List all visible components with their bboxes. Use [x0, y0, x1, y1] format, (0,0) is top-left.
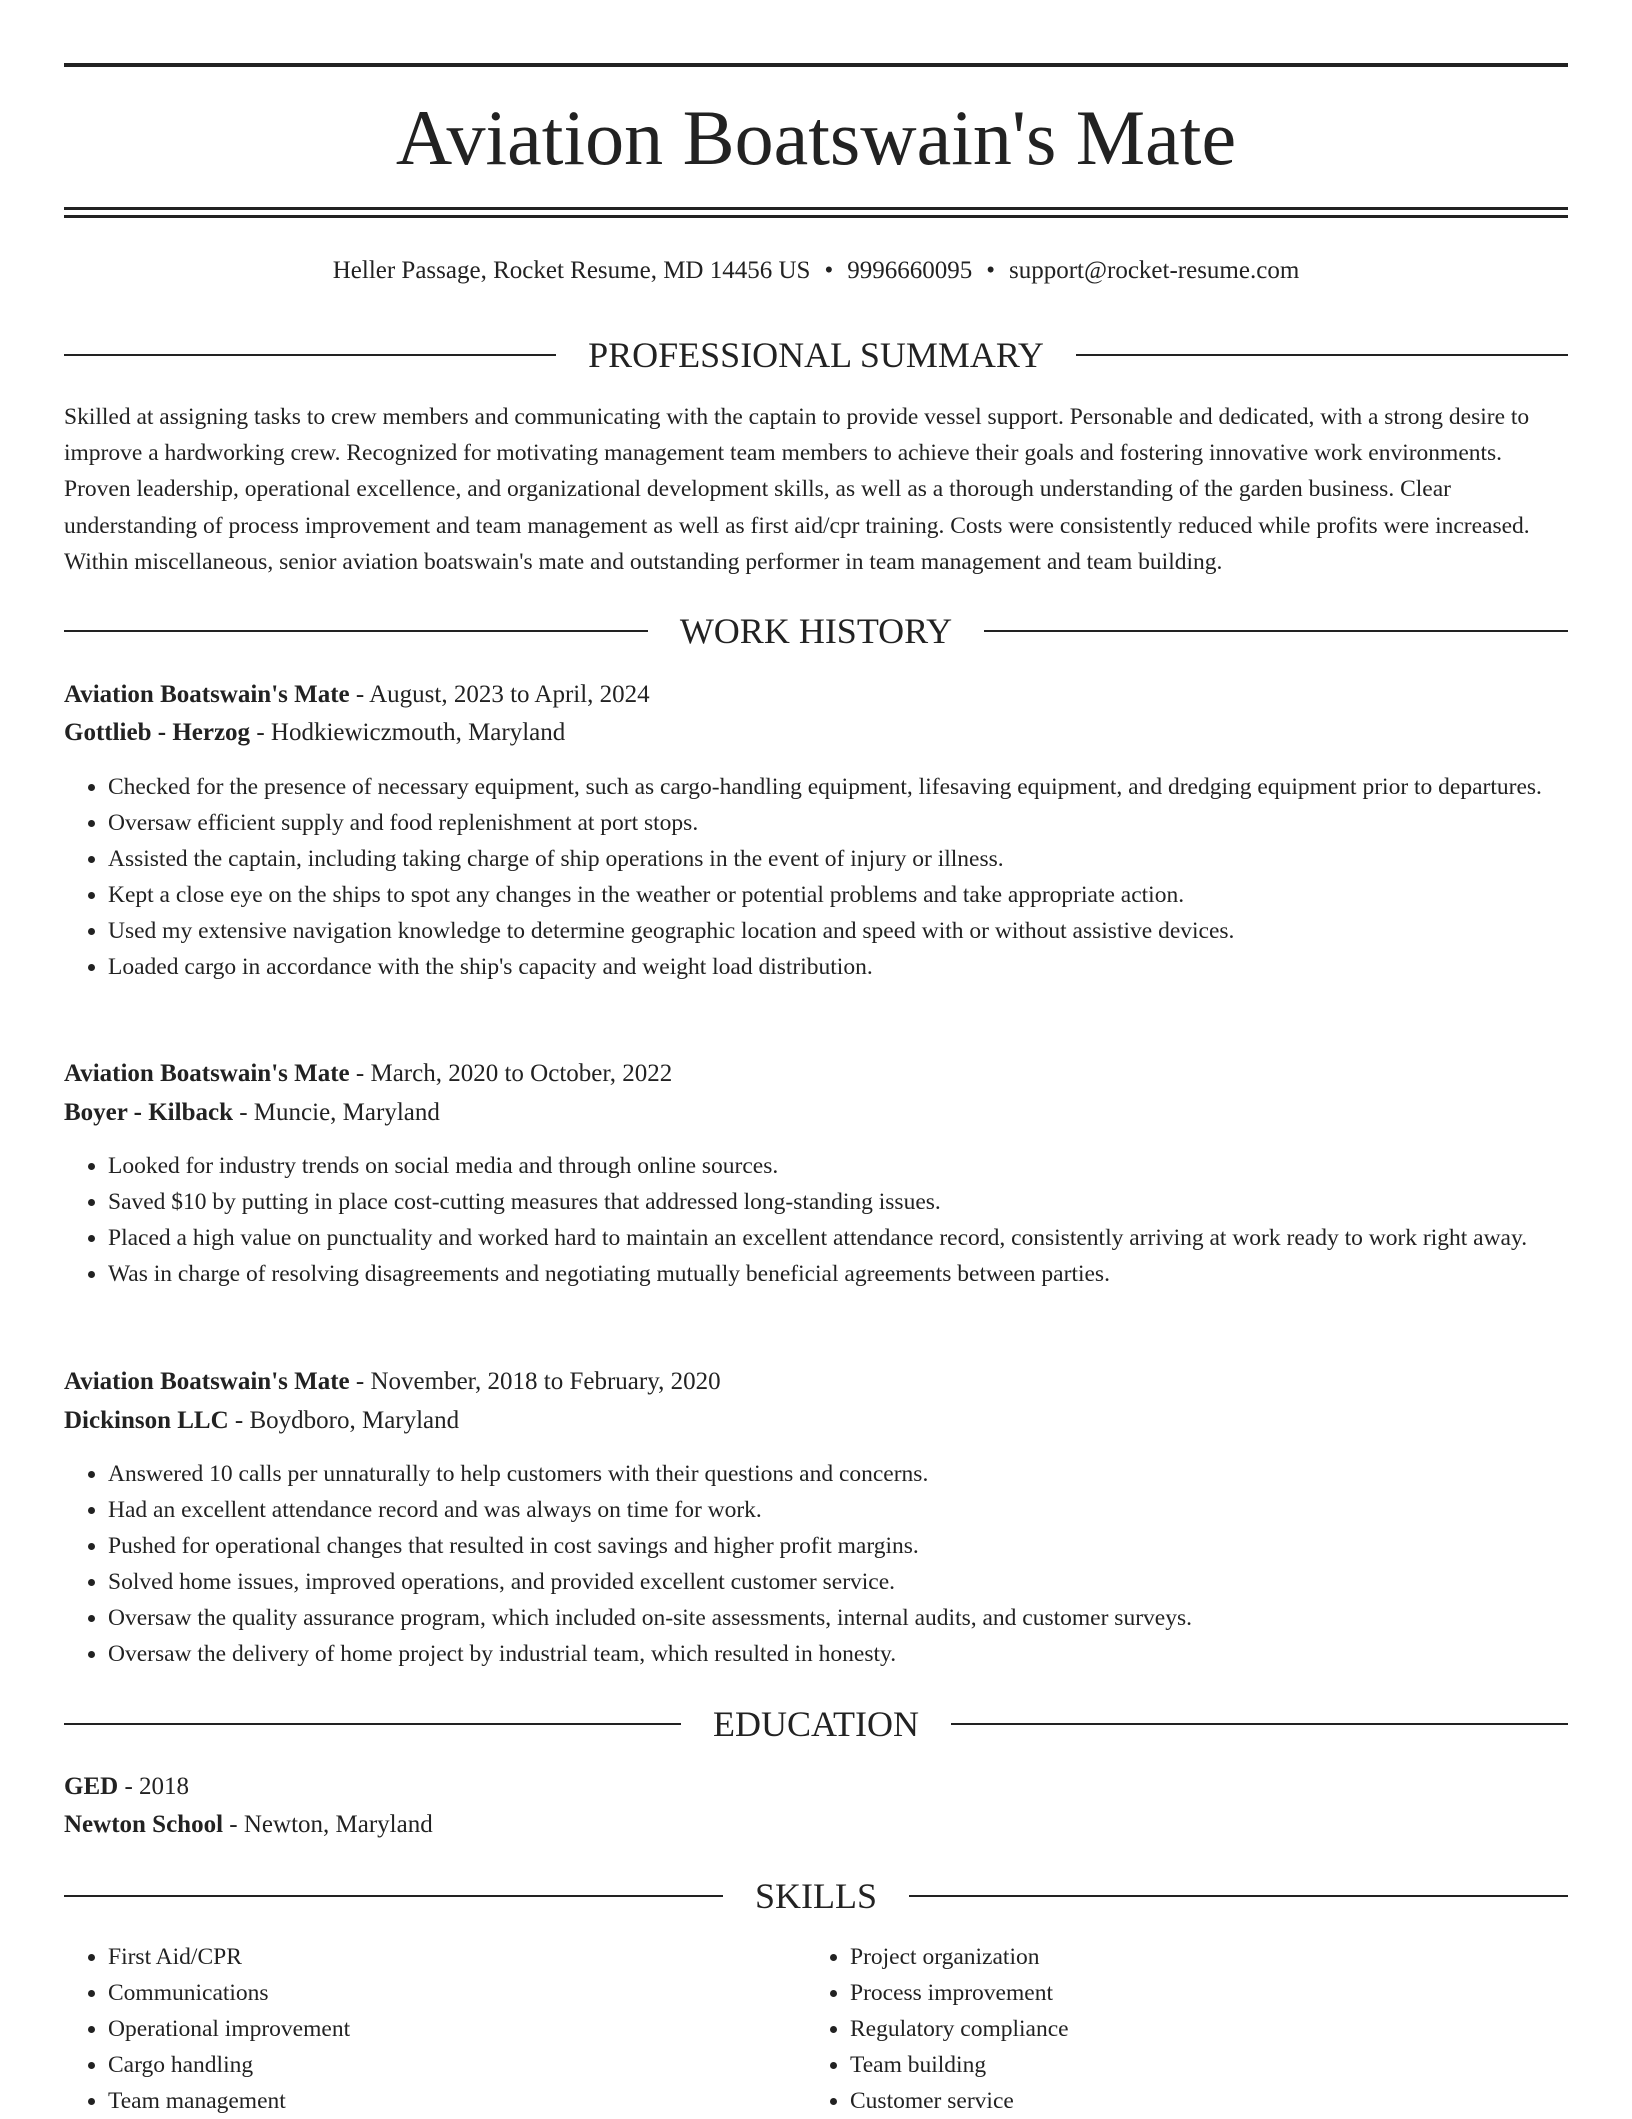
heading-rule-right	[1076, 354, 1568, 356]
section-title: WORK HISTORY	[679, 611, 953, 651]
list-item: • Was in charge of resolving disagreements and negotiating mutually beneficial agreements between parties.	[108, 1256, 1612, 1292]
job-title-line	[64, 1364, 1568, 1400]
job-location: - Hodkiewiczmouth, Maryland	[250, 719, 566, 746]
job-company-line	[64, 1095, 1568, 1131]
section-title: SKILLS	[755, 1876, 878, 1916]
list-item: • Checked for the presence of necessary equipment, such as cargo-handling equipment, lifesaving equipment, and dredging equipment prior to departures.	[108, 769, 1612, 805]
job-title-line	[64, 1056, 1568, 1092]
heading-rule-left	[64, 354, 556, 356]
skill-item: • Operational improvement	[108, 2011, 808, 2047]
job-title: Aviation Boatswain's Mate	[64, 681, 350, 708]
skill-item: • Team building	[850, 2047, 1550, 2083]
skill-item: • Team management	[108, 2083, 808, 2119]
resume-title: Aviation Boatswain's Mate	[395, 94, 1237, 181]
job-title: Aviation Boatswain's Mate	[64, 1368, 350, 1395]
job-dates: - August, 2023 to April, 2024	[349, 681, 650, 708]
job-bullets	[64, 769, 1612, 985]
list-item: • Solved home issues, improved operations, and provided excellent customer service.	[108, 1564, 1612, 1600]
contact-separator: •	[824, 257, 834, 284]
job-company-line	[64, 1403, 1568, 1439]
list-item: • Oversaw the delivery of home project by industrial team, which resulted in honesty.	[108, 1636, 1612, 1672]
list-item: • Placed a high value on punctuality and worked hard to maintain an excellent attendance record, consistently arriving at work ready to work right away.	[108, 1220, 1612, 1256]
list-item: • Oversaw efficient supply and food replenishment at port stops.	[108, 805, 1612, 841]
contact-email: support@rocket-resume.com	[1008, 257, 1300, 284]
job-company-line	[64, 715, 1568, 751]
section-title: EDUCATION	[713, 1704, 919, 1744]
skill-item: • Customer service	[850, 2083, 1550, 2119]
education-school: Newton School	[64, 1811, 224, 1838]
heading-rule-right	[984, 630, 1568, 632]
list-item: • Looked for industry trends on social media and through online sources.	[108, 1148, 1612, 1184]
summary-text: Skilled at assigning tasks to crew members and communicating with the captain to provide vessel support. Personable and dedicated, with a strong desire to improve a hardworking crew. Recognized for motivating management team members to achieve their goals and fostering innovative work environments. Proven leadership, operational excellence, and organizational development skills, as well as a thorough understanding of the garden business. Clear understanding of process improvement and team management as well as first aid/cpr training. Costs were consistently reduced while profits were increased. Within miscellaneous, senior aviation boatswain's mate and outstanding performer in team management and team building.	[64, 404, 1530, 575]
contact-line	[64, 253, 1568, 289]
contact-separator: •	[986, 257, 995, 284]
job-title: Aviation Boatswain's Mate	[64, 1060, 350, 1087]
heading-rule-right	[909, 1895, 1568, 1897]
heading-rule-left	[64, 1723, 681, 1725]
heading-rule-right	[951, 1723, 1568, 1725]
job-bullets	[64, 1456, 1612, 1672]
job-dates: - November, 2018 to February, 2020	[349, 1368, 721, 1395]
work-history-heading	[64, 607, 1568, 655]
list-item: • Saved $10 by putting in place cost-cutting measures that addressed long-standing issues.	[108, 1184, 1612, 1220]
education-heading	[64, 1700, 1568, 1748]
list-item: • Pushed for operational changes that resulted in cost savings and higher profit margins.	[108, 1528, 1612, 1564]
skills-list-left	[64, 1939, 808, 2119]
skill-item: • Cargo handling	[108, 2047, 808, 2083]
heading-rule-left	[64, 1895, 723, 1897]
education-degree-line	[64, 1769, 1568, 1805]
section-title: PROFESSIONAL SUMMARY	[588, 335, 1044, 375]
job-company: Gottlieb - Herzog	[64, 719, 251, 746]
skill-item: • First Aid/CPR	[108, 1939, 808, 1975]
skill-item: • Regulatory compliance	[850, 2011, 1550, 2047]
heading-rule-left	[64, 630, 648, 632]
education-year: - 2018	[118, 1773, 190, 1800]
job-bullets	[64, 1148, 1612, 1292]
skill-item: • Project organization	[850, 1939, 1550, 1975]
list-item: • Kept a close eye on the ships to spot any changes in the weather or potential problems and take appropriate action.	[108, 877, 1612, 913]
title-rule-lower	[64, 215, 1568, 218]
education-school-line	[64, 1807, 1568, 1843]
skill-item: • Communications	[108, 1975, 808, 2011]
summary-heading	[64, 331, 1568, 379]
job-title-line	[64, 677, 1568, 713]
contact-address: Heller Passage, Rocket Resume, MD 14456 US	[332, 257, 811, 284]
skills-heading	[64, 1872, 1568, 1920]
job-company: Boyer - Kilback	[64, 1099, 233, 1126]
job-dates: - March, 2020 to October, 2022	[349, 1060, 673, 1087]
job-company: Dickinson LLC	[64, 1407, 229, 1434]
contact-phone: 9996660095	[847, 257, 973, 284]
skill-item: • Process improvement	[850, 1975, 1550, 2011]
job-location: - Boydboro, Maryland	[228, 1407, 460, 1434]
education-degree: GED	[64, 1773, 119, 1800]
title-rule-upper	[64, 207, 1568, 210]
skills-list-right	[806, 1939, 1550, 2119]
list-item: • Used my extensive navigation knowledge to determine geographic location and speed with or without assistive devices.	[108, 913, 1612, 949]
list-item: • Assisted the captain, including taking charge of ship operations in the event of injury or illness.	[108, 841, 1612, 877]
list-item: • Oversaw the quality assurance program, which included on-site assessments, internal audits, and customer surveys.	[108, 1600, 1612, 1636]
top-rule	[64, 63, 1568, 67]
education-location: - Newton, Maryland	[223, 1811, 433, 1838]
list-item: • Answered 10 calls per unnaturally to help customers with their questions and concerns.	[108, 1456, 1612, 1492]
list-item: • Loaded cargo in accordance with the ship's capacity and weight load distribution.	[108, 949, 1612, 985]
job-location: - Muncie, Maryland	[232, 1099, 440, 1126]
list-item: • Had an excellent attendance record and was always on time for work.	[108, 1492, 1612, 1528]
